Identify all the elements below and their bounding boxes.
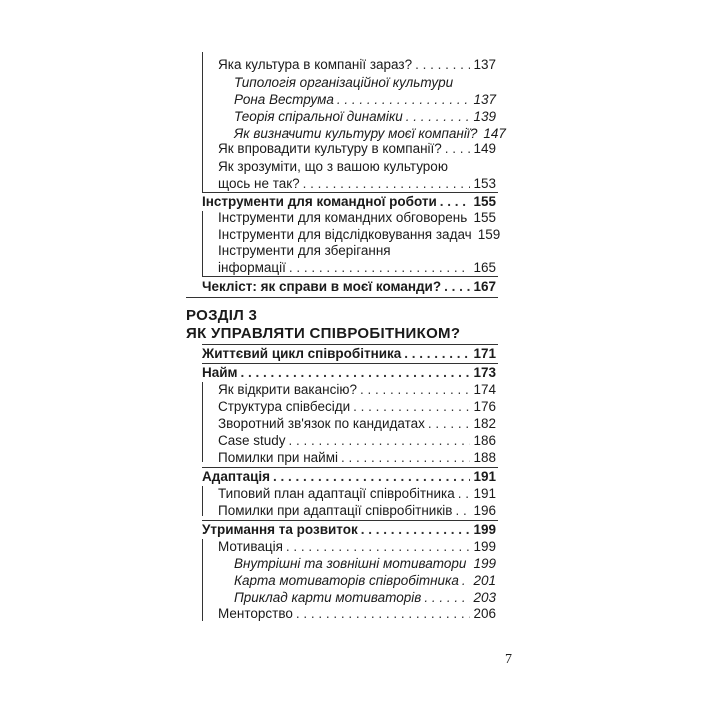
toc-section: Інструменти для командної роботи . . . 155 [202, 193, 496, 211]
toc-entry: Теорія спіральної динаміки . . . 139 [234, 108, 496, 126]
toc-entry: Помилки при наймі . . . 188 [218, 449, 496, 467]
toc-section: Життєвий цикл співробітника . . . 171 [202, 345, 496, 363]
toc-entry-line: Як зрозуміти, що з вашою культурою [218, 159, 448, 174]
toc-entry: Помилки при адаптації співробітників . . . 196 [218, 502, 496, 520]
chapter-title: ЯК УПРАВЛЯТИ СПІВРОБІТНИКОМ? [186, 325, 461, 342]
toc-entry: Інструменти для відслідковування задач 159 [218, 227, 501, 242]
section-rule [202, 486, 203, 516]
toc-entry: Як впровадити культуру в компанії? . . . 149 [218, 140, 496, 158]
section-rule [202, 539, 203, 621]
separator [202, 276, 498, 277]
toc-entry: Як відкрити вакансію? . . . 174 [218, 381, 496, 399]
toc-entry: Мотивація . . . 199 [218, 538, 496, 556]
toc-section: Найм . . . 173 [202, 364, 496, 382]
toc-entry: Типовий план адаптації співробітника . . . 191 [218, 485, 496, 503]
toc-entry: Інструменти для командних обговорень . . . 155 [218, 209, 496, 227]
section-rule [202, 382, 203, 462]
toc-entry: Приклад карти мотиваторів . . . 203 [234, 589, 496, 607]
toc-entry: Яка культура в компанії зараз? . . . 137 [218, 56, 496, 74]
toc-entry: Менторство . . . 206 [218, 605, 496, 623]
toc-entry: Case study . . . 186 [218, 432, 496, 450]
section-rule [202, 211, 203, 276]
toc-section: Адаптація . . . 191 [202, 468, 496, 486]
toc-entry: Рона Веструма . . . 137 [234, 91, 496, 109]
page-number: 7 [505, 652, 512, 667]
toc-entry-line: Інструменти для зберігання [218, 243, 391, 258]
separator [186, 297, 498, 298]
toc-entry: Як визначити культуру моєї компанії? 147 [234, 126, 506, 141]
toc-entry: Структура співбесіди . . . 176 [218, 398, 496, 416]
toc-section: Утримання та розвиток . . . 199 [202, 521, 496, 539]
section-rule [202, 52, 203, 192]
toc-section: Чекліст: як справи в моєї команди? . . . 167 [202, 278, 496, 296]
toc-entry: інформації . . . 165 [218, 259, 496, 277]
toc-entry: Карта мотиваторів співробітника . . . 201 [234, 572, 496, 590]
toc-entry-line: Типологія організаційної культури [234, 75, 454, 90]
toc-entry: Внутрішні та зовнішні мотиватори . . . 199 [234, 555, 496, 573]
toc-entry: щось не так? . . . 153 [218, 175, 496, 193]
chapter-label: РОЗДІЛ 3 [186, 307, 258, 324]
toc-entry: Зворотний зв'язок по кандидатах . . . 182 [218, 415, 496, 433]
